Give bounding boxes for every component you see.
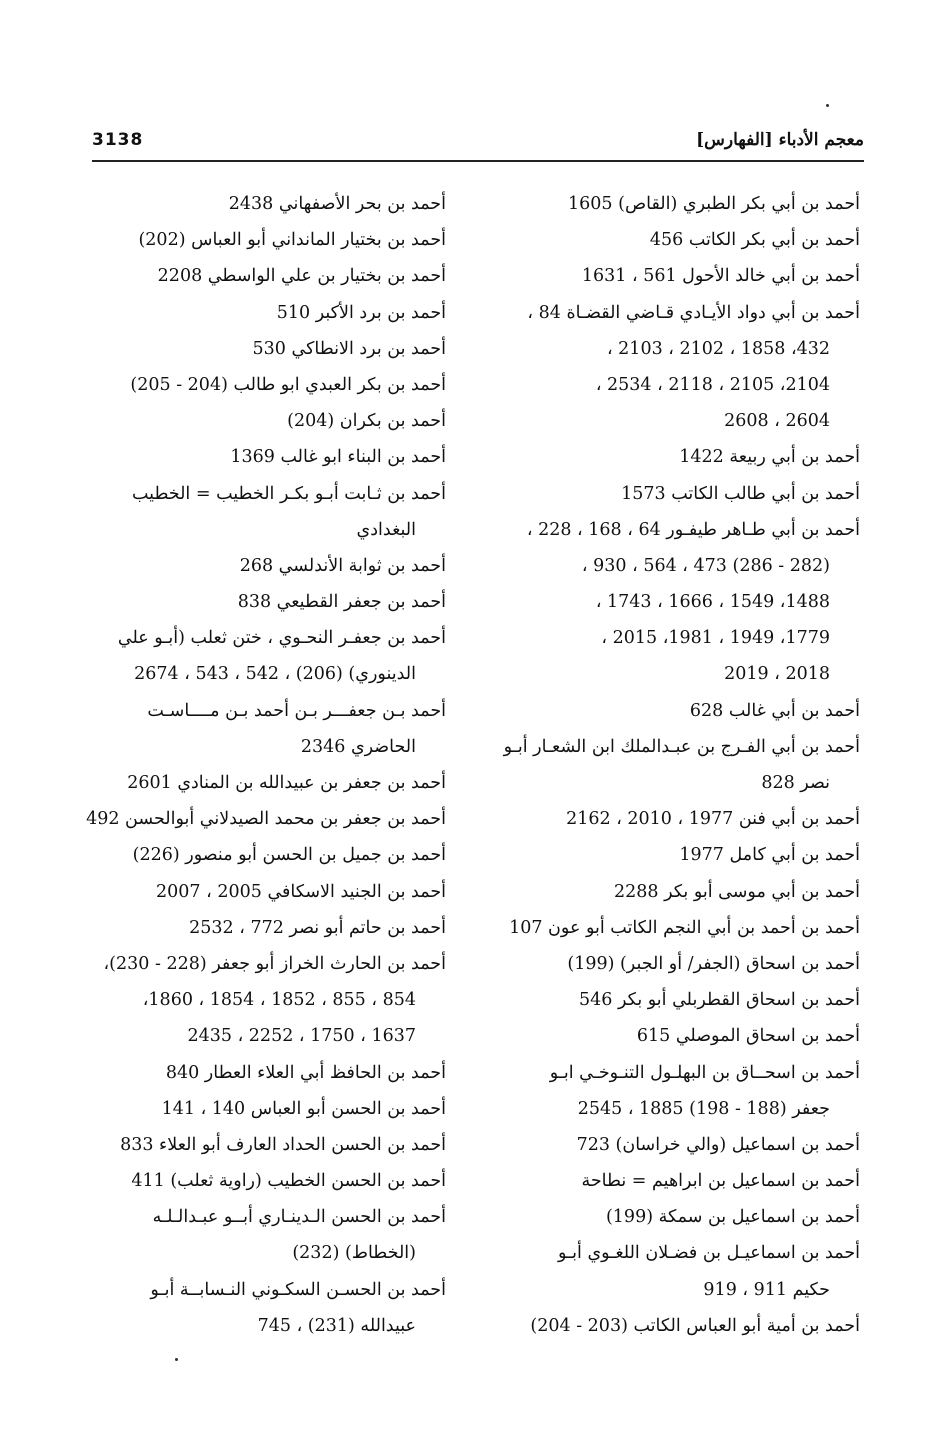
index-entry: أحمد بن أحمد بن أبي النجم الكاتب أبو عون 107 [509,917,860,938]
index-entry: أحمد بن جعفر بن عبيدالله بن المنادي 2601 [127,773,446,793]
page-header [92,130,864,162]
index-entry-continuation: الدينوري) (206) ، 542 ، 543 ، 2674 [134,664,416,685]
index-entry-continuation: 2104، 2105 ، 2118 ، 2534 ، [595,374,830,395]
index-entry: أحمد بن الحسن الحداد العارف أبو العلاء 833 [120,1134,446,1155]
index-entry: أحمد بن بختيار بن علي الواسطي 2208 [157,266,446,287]
index-entry: أحمد بن أبي بكر الطبري (القاص) 1605 [568,194,860,214]
index-entry: أحمد بن برد الانطاكي 530 [252,338,446,359]
index-entry: أحمد بن الحسن أبو العباس 140 ، 141 [161,1098,446,1119]
index-entry: أحمد بن أبي موسى أبو بكر 2288 [613,881,860,902]
margin-mark [826,104,829,107]
index-entry: أحمد بن أبي الفـرج بن عبـدالملك ابن الشعـار أبـو [503,736,860,757]
index-entry: أحمد بن اسحاق (الجفر/ أو الجبر) (199) [567,953,860,974]
running-title: معجم الأدباء [الفهارس] [696,130,864,150]
index-entry: أحمد بن اسماعيل (والي خراسان) 723 [576,1134,860,1155]
index-entry: أحمد بن اسحاق القطربلي أبو بكر 546 [579,990,860,1011]
index-entry: أحمد بن أمية أبو العباس الكاتب (203 - 204) [530,1315,860,1336]
index-entry-continuation: 1779، 1949 ، 1981، 2015 ، [601,628,830,649]
index-entry-continuation: جعفر (188 - 198) 1885 ، 2545 [577,1098,830,1119]
index-entry: أحمد بن برد الأكبر 510 [276,302,446,323]
index-entry: أحمد بن ثوابة الأندلسي 268 [239,555,446,576]
index-entry: أحمد بن الحسن الـدينـاري أبــو عبـدالـلـه [152,1207,446,1228]
index-entry: أحمد بن أبي ربيعة 1422 [679,447,860,468]
index-entry: أحمد بن الحافظ أبي العلاء العطار 840 [165,1062,446,1083]
margin-mark [175,1358,178,1361]
index-entry: أحمد بن الحارث الخراز أبو جعفر (228 - 230)، [103,953,446,974]
index-entry: أحمد بن أبي دواد الأيـادي قـاضي القضـاة 84 ، [527,302,860,323]
page-number: 3138 [92,130,144,150]
index-entry: أحمد بن أبي خالد الأحول 561 ، 1631 [581,266,860,287]
index-entry: أحمد بن جميل بن الحسن أبو منصور (226) [132,845,446,866]
index-entry: أحمد بن اسحــاق بن البهلـول التنـوخـي ابـو [549,1062,860,1083]
index-entry-continuation: 854 ، 855 ، 1852 ، 1854 ، 1860، [142,990,416,1011]
index-column-right [500,186,860,1344]
index-entry-continuation: (282 - 286) 473 ، 564 ، 930 ، [581,555,830,576]
index-entry-continuation: نصر 828 [761,773,830,793]
index-entry: أحمد بن جعفـر النحـوي ، ختن ثعلب (أبـو علي [117,628,446,649]
index-entry: أحمد بن اسماعيـل بن فضـلان اللغـوي أبـو [558,1243,860,1264]
index-entry: أحمد بن أبي بكر الكاتب 456 [649,230,860,251]
index-column-left [84,186,446,1344]
index-entry: أحمد بن جعفر القطيعي 838 [237,592,446,613]
index-entry: أحمد بن بحر الأصفهاني 2438 [228,194,446,214]
index-entry-continuation: 1488، 1549 ، 1666 ، 1743 ، [595,592,830,613]
index-entry: أحمد بن الجنيد الاسكافي 2005 ، 2007 [156,881,446,902]
index-entry: أحمد بن أبي كامل 1977 [679,845,860,866]
index-entry-continuation: حكيم 911 ، 919 [703,1279,830,1300]
index-entry: أحمد بن اسماعيل بن سمكة (199) [605,1207,860,1228]
index-entry: أحمد بـن جعفـــر بـن أحمد بـن مــــاسـت [147,700,446,721]
index-entry-continuation: البغدادي [356,519,416,540]
index-entry: أحمد بن بختيار المانداني أبو العباس (202) [138,230,446,251]
index-entry: أحمد بن البناء ابو غالب 1369 [230,447,446,468]
index-entry-continuation: 2018 ، 2019 [724,664,830,685]
index-entry: أحمد بن أبي طالب الكاتب 1573 [621,483,860,504]
index-entry-continuation: (الخطاط) (232) [292,1243,416,1264]
index-entry: أحمد بن اسماعيل بن ابراهيم = نطاحة [581,1171,860,1192]
index-entry: أحمد بن الحسن الخطيب (راوية ثعلب) 411 [131,1171,446,1192]
index-entry-continuation: 432، 1858 ، 2102 ، 2103 ، [606,338,830,359]
index-entry: أحمد بن الحسـن السكـوني النـسابــة أبـو [150,1279,446,1300]
index-entry-continuation: 2604 ، 2608 [724,411,830,432]
index-entry-continuation: الحاضري 2346 [300,736,416,757]
index-entry: أحمد بن أبي فنن 1977 ، 2010 ، 2162 [566,809,860,830]
index-entry: أحمد بن أبي طـاهر طيفـور 64 ، 168 ، 228 ، [526,519,860,540]
index-entry: أحمد بن جعفر بن محمد الصيدلاني أبوالحسن 492 [86,809,446,830]
index-entry: أحمد بن بكر العبدي ابو طالب (204 - 205) [130,374,446,395]
index-entry: أحمد بن أبي غالب 628 [689,700,860,721]
header-rule [92,160,864,162]
index-entry-continuation: 1637 ، 1750 ، 2252 ، 2435 [187,1026,416,1047]
index-entry: أحمد بن حاتم أبو نصر 772 ، 2532 [189,917,446,938]
index-entry: أحمد بن ثـابت أبـو بكـر الخطيب = الخطيب [131,483,446,504]
index-entry-continuation: عبيدالله (231) ، 745 [257,1315,416,1336]
index-entry: أحمد بن اسحاق الموصلي 615 [636,1026,860,1047]
index-entry: أحمد بن بكران (204) [287,411,446,432]
